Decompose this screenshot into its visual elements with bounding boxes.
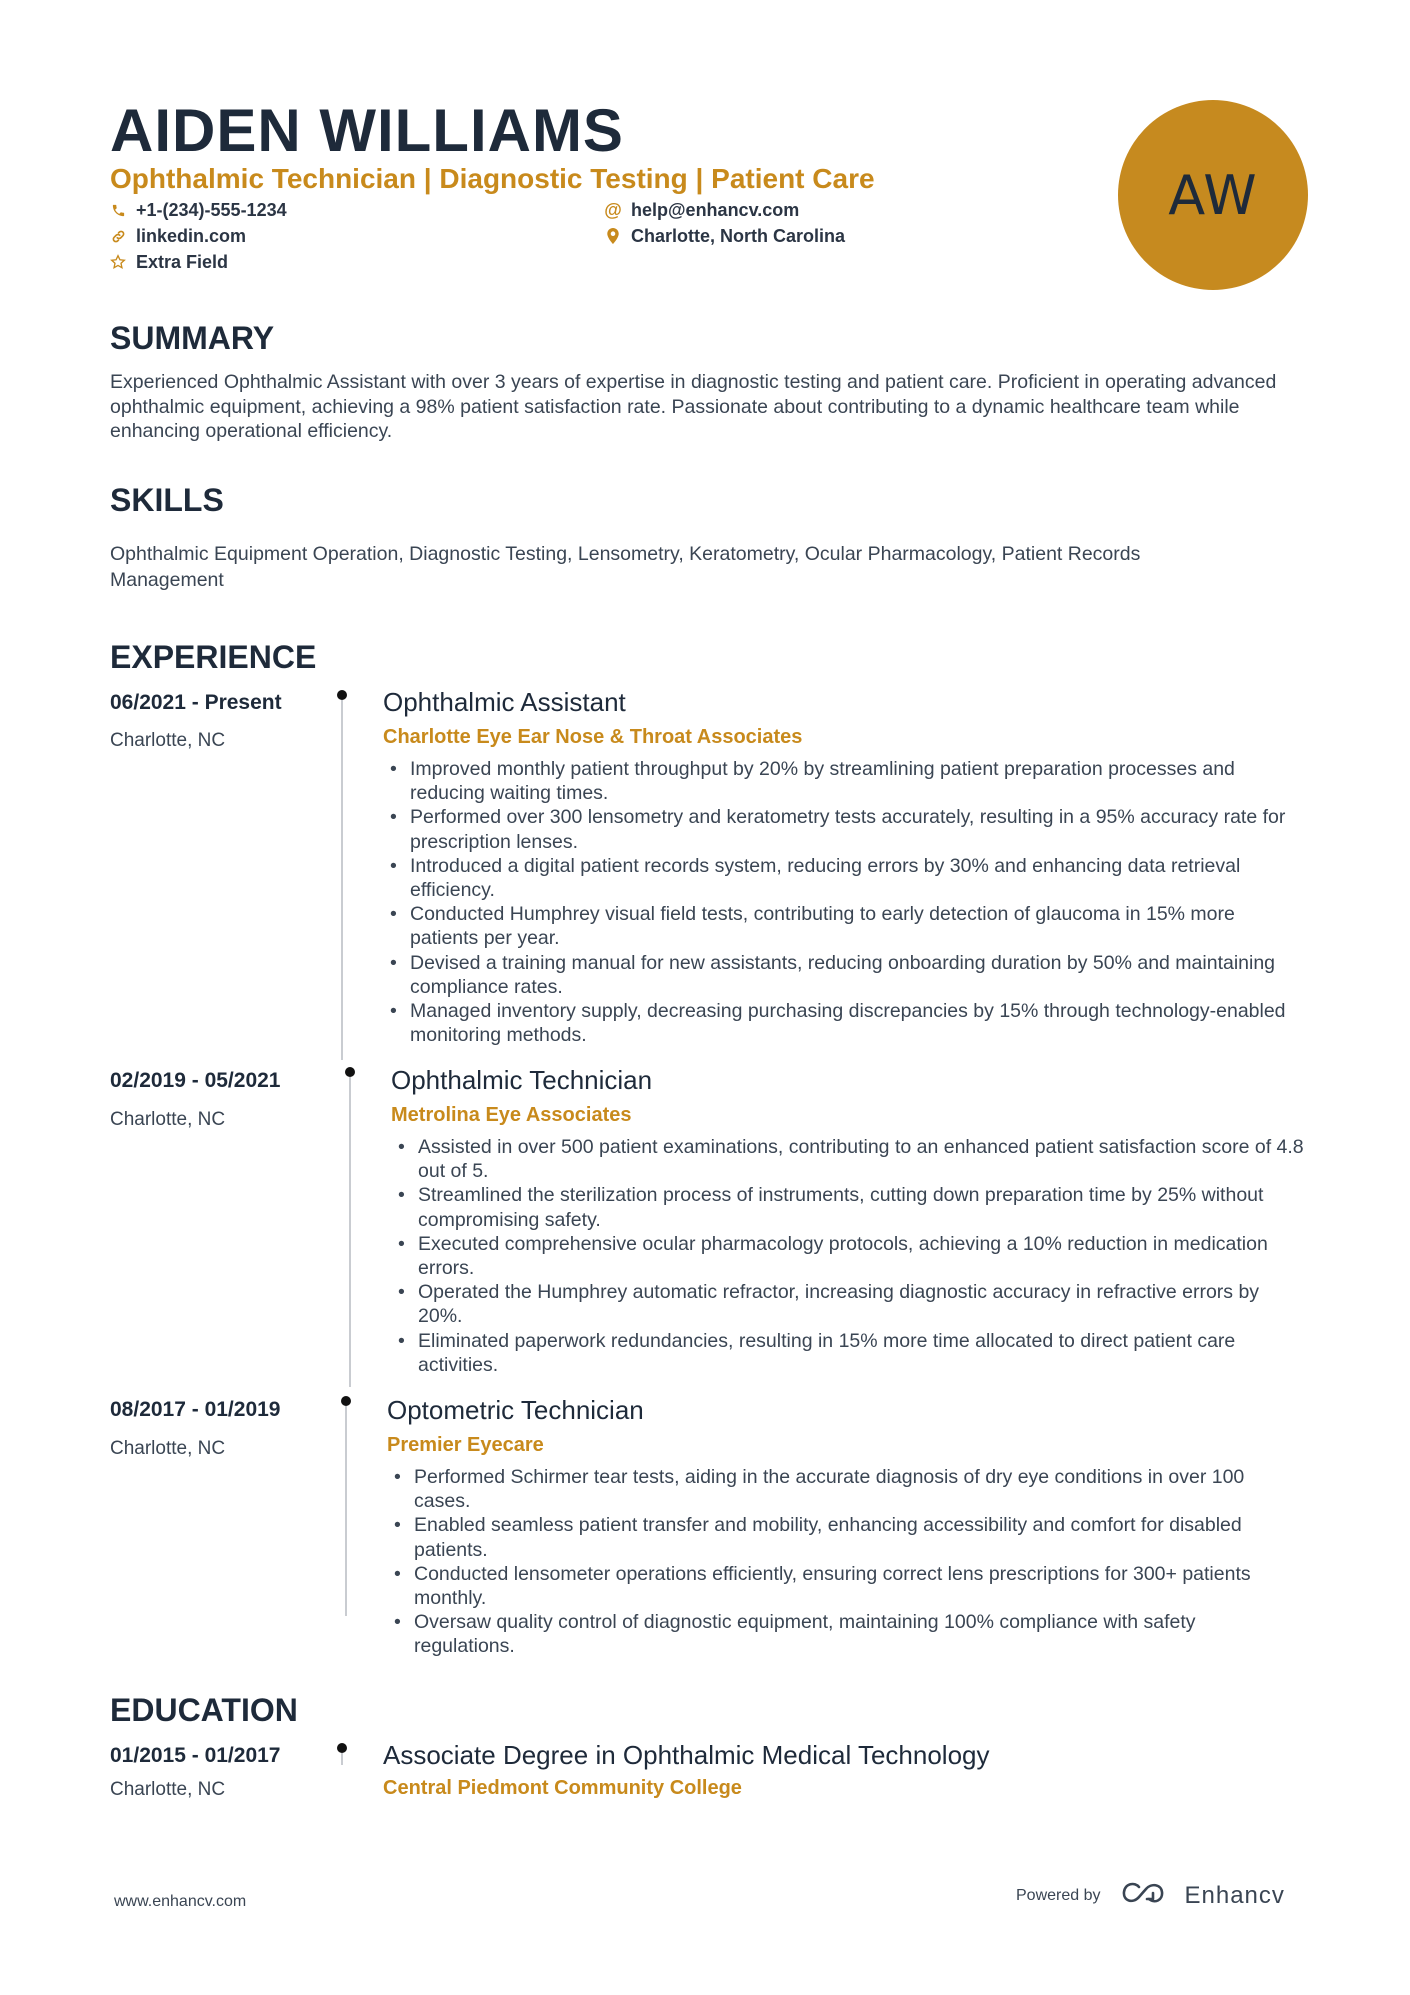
extra-text: Extra Field [136, 252, 229, 272]
list-item: • Oversaw quality control of diagnostic equipment, maintaining 100% compliance with safety regulations. [388, 1610, 1288, 1658]
list-item: • Performed Schirmer tear tests, aiding in the accurate diagnosis of dry eye conditions in over 100 cases. [388, 1465, 1288, 1513]
list-item: • Performed over 300 lensometry and keratometry tests accurately, resulting in a 95% accuracy rate for prescription lenses. [384, 805, 1308, 853]
link-icon [110, 228, 126, 244]
summary-heading: SUMMARY [110, 320, 275, 356]
timeline-dot [337, 690, 347, 700]
candidate-headline: Ophthalmic Technician | Diagnostic Testing | Patient Care [110, 163, 875, 194]
list-item: • Executed comprehensive ocular pharmacology protocols, achieving a 10% reduction in medication errors. [392, 1232, 1308, 1280]
list-item: • Eliminated paperwork redundancies, resulting in 15% more time allocated to direct patient care activities. [392, 1329, 1308, 1377]
list-item: • Managed inventory supply, decreasing purchasing discrepancies by 15% through technology-enabled monitoring methods. [384, 999, 1308, 1047]
experience-heading: EXPERIENCE [110, 639, 317, 675]
job-dates: 02/2019 - 05/2021 [110, 1069, 281, 1092]
footer-branding [1016, 1880, 1285, 1911]
timeline-line [341, 700, 343, 1060]
footer-website[interactable]: www.enhancv.com [114, 1893, 247, 1910]
job-bullets [392, 1135, 1308, 1377]
star-icon [110, 254, 126, 270]
timeline-line [341, 1753, 343, 1765]
timeline-dot [337, 1743, 347, 1753]
location-text: Charlotte, North Carolina [631, 226, 846, 246]
education-heading: EDUCATION [110, 1692, 298, 1728]
location-pin-icon [605, 228, 621, 244]
list-item: • Devised a training manual for new assistants, reducing onboarding duration by 50% and maintaining compliance rates. [384, 951, 1308, 999]
list-item: • Streamlined the sterilization process of instruments, cutting down preparation time by 25% without compromising safety. [392, 1183, 1308, 1231]
phone-icon [110, 202, 126, 218]
job-title: Ophthalmic Technician [391, 1065, 653, 1095]
timeline-line [345, 1406, 347, 1616]
skills-text: Ophthalmic Equipment Operation, Diagnostic Testing, Lensometry, Keratometry, Ocular Pharmacology, Patient Records Management [110, 543, 1141, 591]
powered-by-label: Powered by [1016, 1886, 1101, 1904]
list-item: • Introduced a digital patient records system, reducing errors by 30% and enhancing data retrieval efficiency. [384, 854, 1308, 902]
job-title: Optometric Technician [387, 1395, 644, 1425]
email-text: help@enhancv.com [631, 200, 800, 220]
job-location: Charlotte, NC [110, 1109, 226, 1130]
phone-text: +1-(234)-555-1234 [136, 200, 287, 220]
timeline-dot [341, 1396, 351, 1406]
contact-email[interactable] [605, 198, 799, 222]
job-location: Charlotte, NC [110, 730, 226, 751]
school-name: Central Piedmont Community College [383, 1777, 742, 1799]
contact-phone [110, 198, 287, 222]
job-company: Premier Eyecare [387, 1434, 544, 1456]
job-company: Charlotte Eye Ear Nose & Throat Associates [383, 726, 803, 748]
avatar [1118, 100, 1308, 290]
degree-title: Associate Degree in Ophthalmic Medical Technology [383, 1740, 990, 1770]
contact-linkedin[interactable] [110, 224, 246, 248]
at-icon: @ [604, 200, 622, 220]
list-item: • Enabled seamless patient transfer and mobility, enhancing accessibility and comfort for disabled patients. [388, 1513, 1288, 1561]
list-item: • Operated the Humphrey automatic refractor, increasing diagnostic accuracy in refractive errors by 20%. [392, 1280, 1308, 1328]
summary-text: Experienced Ophthalmic Assistant with over 3 years of expertise in diagnostic testing and patient care. Proficient in operating advanced ophthalmic equipment, achieving a 98% patient satisfaction rate. Passionate about contributing to a dynamic healthcare team while enhancing operational efficiency. [110, 371, 1277, 442]
brand-name: Enhancv [1184, 1881, 1285, 1909]
education-dates: 01/2015 - 01/2017 [110, 1744, 281, 1767]
contact-location [605, 224, 845, 248]
list-item: • Assisted in over 500 patient examinations, contributing to an enhanced patient satisfaction score of 4.8 out of 5. [392, 1135, 1308, 1183]
job-dates: 06/2021 - Present [110, 691, 282, 714]
job-company: Metrolina Eye Associates [391, 1104, 632, 1126]
list-item: • Conducted lensometer operations efficiently, ensuring correct lens prescriptions for 300+ patients monthly. [388, 1562, 1288, 1610]
timeline-line [349, 1077, 351, 1387]
education-location: Charlotte, NC [110, 1779, 226, 1800]
list-item: • Improved monthly patient throughput by 20% by streamlining patient preparation processes and reducing waiting times. [384, 757, 1308, 805]
job-dates: 08/2017 - 01/2019 [110, 1398, 281, 1421]
avatar-initials: AW [1168, 163, 1258, 227]
job-location: Charlotte, NC [110, 1438, 226, 1459]
job-bullets [384, 757, 1308, 1047]
enhancv-logo-icon [1119, 1880, 1167, 1911]
list-item: • Conducted Humphrey visual field tests, contributing to early detection of glaucoma in 15% more patients per year. [384, 902, 1308, 950]
job-title: Ophthalmic Assistant [383, 687, 626, 717]
contact-extra [110, 250, 228, 274]
timeline-dot [345, 1067, 355, 1077]
candidate-name: AIDEN WILLIAMS [110, 97, 624, 164]
linkedin-text: linkedin.com [136, 226, 247, 246]
skills-heading: SKILLS [110, 482, 224, 518]
job-bullets [388, 1465, 1288, 1659]
